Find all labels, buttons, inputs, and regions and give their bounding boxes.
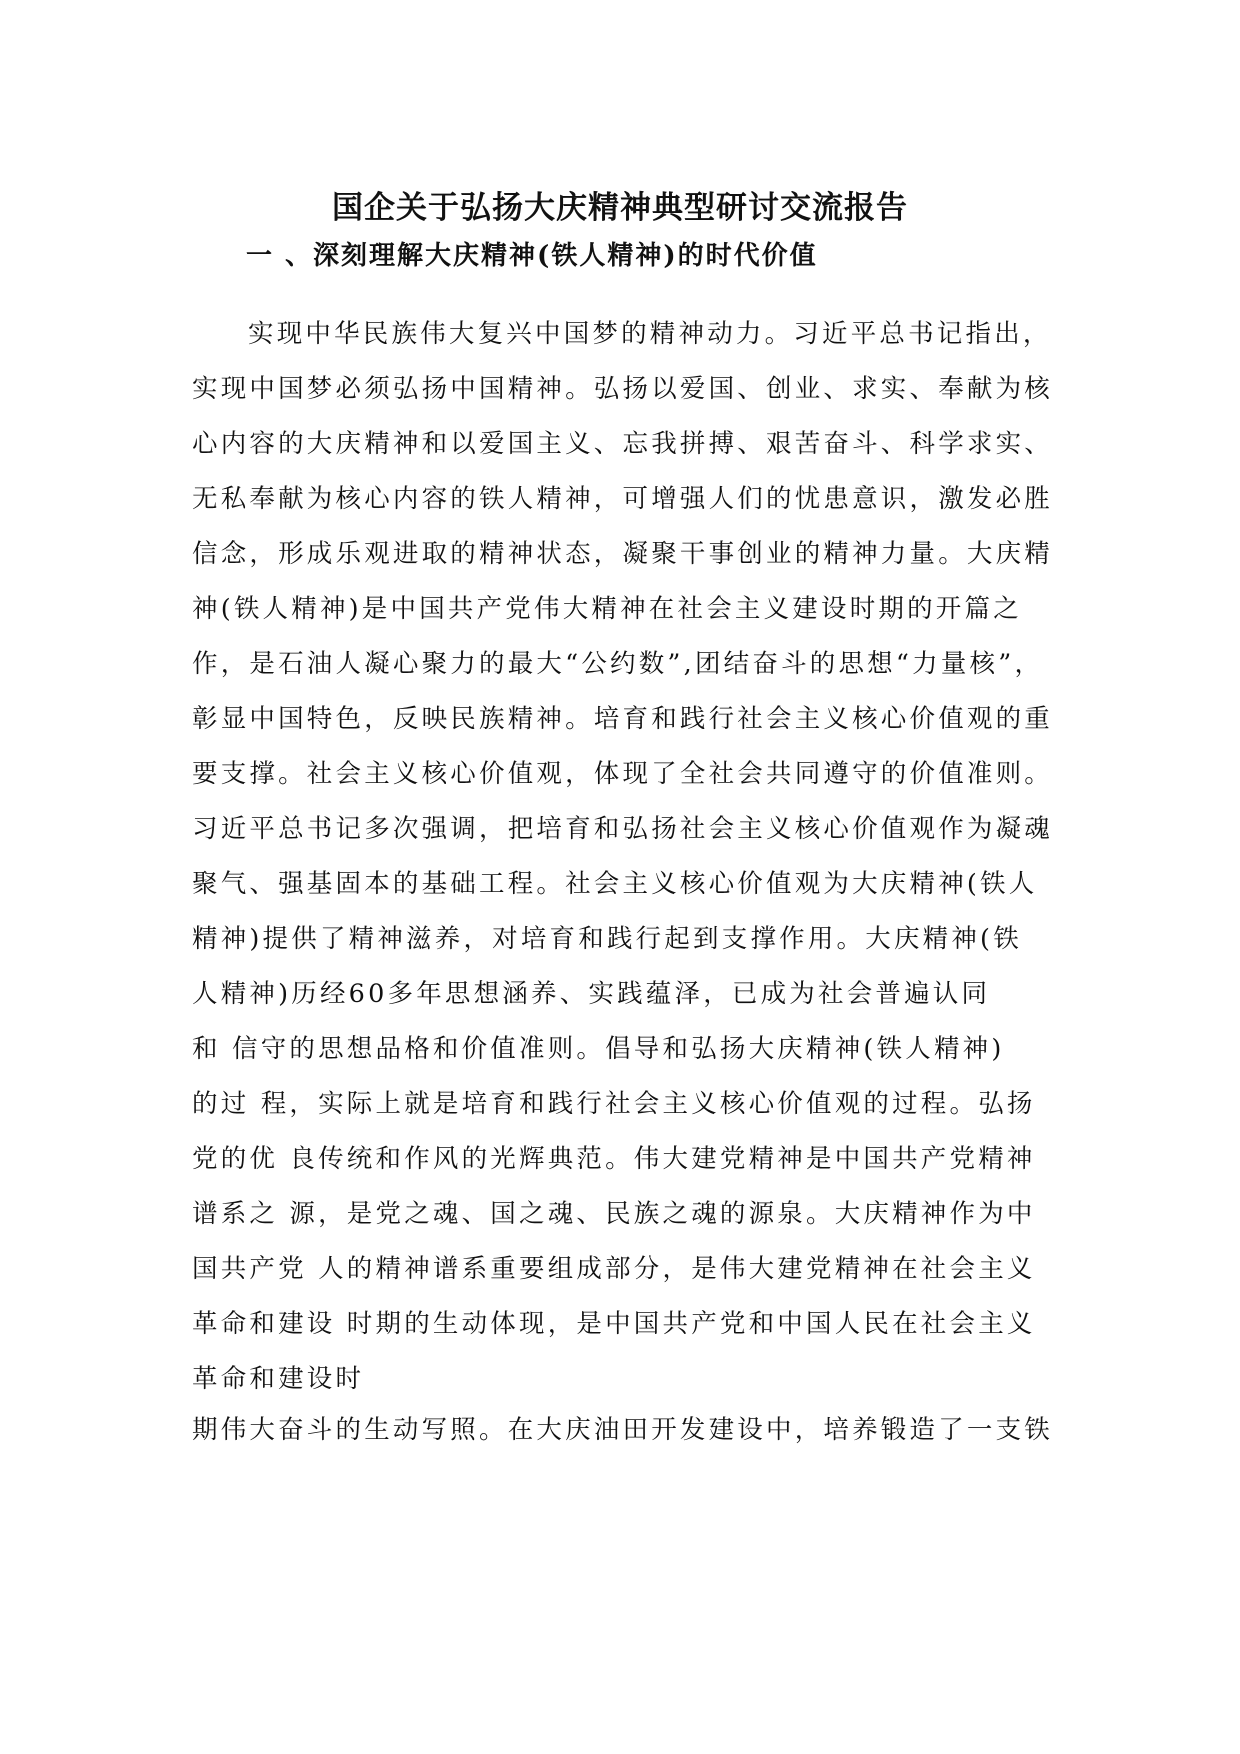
body-line: 精神)提供了精神滋养，对培育和践行起到支撑作用。大庆精神(铁 [192,924,1022,954]
body-line: 习近平总书记多次强调，把培育和弘扬社会主义核心价值观作为凝魂 [192,814,1054,844]
body-line: 聚气、强基固本的基础工程。社会主义核心价值观为大庆精神(铁人 [192,869,1038,899]
section-heading: 一 、深刻理解大庆精神(铁人精神)的时代价值 [246,241,818,271]
body-line: 国共产党 人的精神谱系重要组成部分，是伟大建党精神在社会主义 [192,1254,1036,1284]
body-line: 谱系之 源，是党之魂、国之魂、民族之魂的源泉。大庆精神作为中 [192,1199,1036,1229]
body-line: 心内容的大庆精神和以爱国主义、忘我拼搏、艰苦奋斗、科学求实、 [192,429,1054,459]
body-line: 期伟大奋斗的生动写照。在大庆油田开发建设中，培养锻造了一支铁 [192,1415,1054,1445]
body-line: 作，是石油人凝心聚力的最大“公约数”,团结奋斗的思想“力量核”， [192,649,1044,679]
body-line: 革命和建设时 [192,1364,365,1394]
body-line: 实现中国梦必须弘扬中国精神。弘扬以爱国、创业、求实、奉献为核 [192,374,1054,404]
document-title: 国企关于弘扬大庆精神典型研讨交流报告 [332,190,908,226]
body-line: 党的优 良传统和作风的光辉典范。伟大建党精神是中国共产党精神 [192,1144,1036,1174]
body-line: 的过 程，实际上就是培育和践行社会主义核心价值观的过程。弘扬 [192,1089,1036,1119]
body-line: 革命和建设 时期的生动体现，是中国共产党和中国人民在社会主义 [192,1309,1036,1339]
body-line: 神(铁人精神)是中国共产党伟大精神在社会主义建设时期的开篇之 [192,594,1022,624]
body-line: 信念，形成乐观进取的精神状态，凝聚干事创业的精神力量。大庆精 [192,539,1054,569]
body-line: 无私奉献为核心内容的铁人精神，可增强人们的忧患意识，激发必胜 [192,484,1054,514]
body-line: 彰显中国特色，反映民族精神。培育和践行社会主义核心价值观的重 [192,704,1054,734]
body-line: 要支撑。社会主义核心价值观，体现了全社会共同遵守的价值准则。 [192,759,1054,789]
body-line: 和 信守的思想品格和价值准则。倡导和弘扬大庆精神(铁人精神) [192,1034,1005,1064]
body-line: 人精神)历经60多年思想涵养、实践蕴泽，已成为社会普遍认同 [192,979,991,1009]
body-line: 实现中华民族伟大复兴中国梦的精神动力。习近平总书记指出， [248,319,1052,349]
